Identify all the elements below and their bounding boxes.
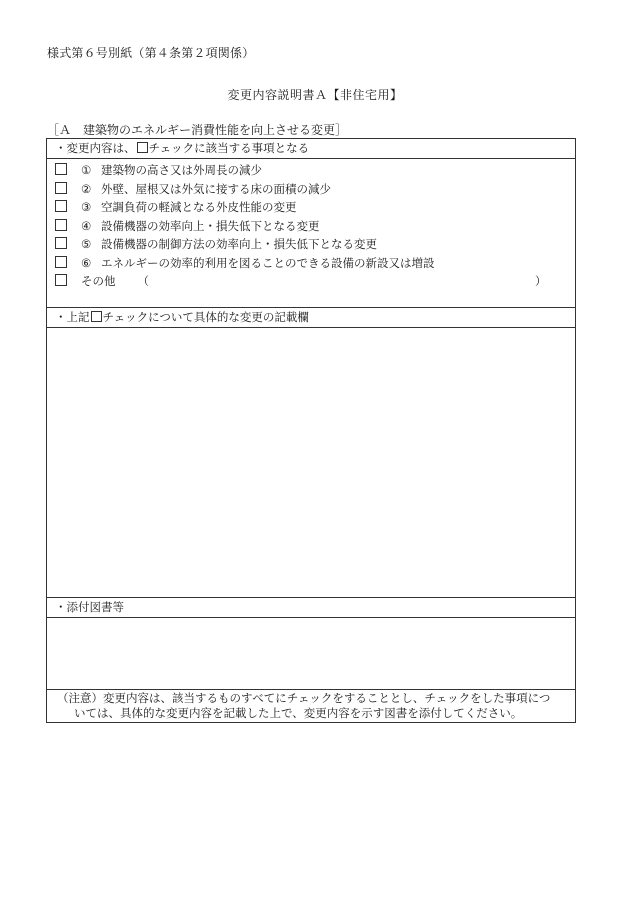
attachments-entry-area[interactable] (47, 618, 575, 690)
item-number: ③ (81, 200, 92, 214)
details-header-suffix: チェックについて具体的な変更の記載欄 (102, 310, 309, 324)
item-number: ⑥ (81, 255, 92, 270)
check-item-1 (55, 161, 575, 180)
checkbox-symbol-icon (137, 142, 148, 153)
form-number: 様式第６号別紙（第４条第２項関係） (47, 46, 255, 60)
change-content-header-suffix: チェックに該当する事項となる (148, 141, 310, 155)
note-line-1: （注意）変更内容は、該当するものすべてにチェックをすることとし、チェックをした事項につ (57, 691, 551, 705)
check-item-6 (55, 254, 575, 273)
checkbox-6[interactable] (55, 256, 67, 268)
checkbox-symbol-icon (91, 311, 102, 322)
checkbox-other[interactable] (55, 274, 67, 286)
note (47, 690, 575, 722)
item-label: 設備機器の制御方法の効率向上・損失低下となる変更 (101, 237, 377, 251)
item-label: エネルギーの効率的利用を図ることのできる設備の新設又は増設 (101, 255, 435, 270)
change-content-header (47, 139, 575, 159)
item-number: ④ (81, 218, 92, 233)
note-line-2: いては、具体的な変更内容を記載した上で、変更内容を示す図書を添付してください。 (74, 706, 523, 720)
checkbox-3[interactable] (55, 200, 67, 212)
attachments-header: ・添付図書等 (47, 598, 575, 618)
check-item-2 (55, 180, 575, 199)
form-table (46, 138, 576, 723)
check-item-3 (55, 198, 575, 217)
check-list (47, 159, 575, 308)
item-label: 建築物の高さ又は外周長の減少 (101, 163, 262, 177)
details-entry-area[interactable] (47, 328, 575, 598)
check-item-5 (55, 235, 575, 254)
item-label: 設備機器の効率向上・損失低下となる変更 (101, 218, 320, 233)
details-header-prefix: ・上記 (55, 310, 90, 324)
item-label: 外壁、屋根又は外気に接する床の面積の減少 (101, 181, 331, 196)
details-header (47, 308, 575, 328)
checkbox-1[interactable] (55, 163, 67, 175)
check-item-other (55, 272, 575, 291)
other-paren-close: ） (535, 274, 547, 288)
document-title: 変更内容説明書Ａ【非住宅用】 (227, 88, 403, 102)
other-paren-open: （ (137, 274, 149, 288)
checkbox-5[interactable] (55, 237, 67, 249)
item-number: ⑤ (81, 237, 92, 251)
checkbox-4[interactable] (55, 219, 67, 231)
checkbox-2[interactable] (55, 182, 67, 194)
check-item-4 (55, 217, 575, 236)
item-number: ② (81, 181, 92, 196)
item-label: 空調負荷の軽減となる外皮性能の変更 (101, 200, 297, 214)
item-number: ① (81, 163, 92, 177)
other-label: その他 (81, 274, 116, 288)
change-content-header-prefix: ・変更内容は、 (55, 141, 136, 155)
section-heading: ［Ａ 建築物のエネルギー消費性能を向上させる変更］ (47, 123, 348, 137)
